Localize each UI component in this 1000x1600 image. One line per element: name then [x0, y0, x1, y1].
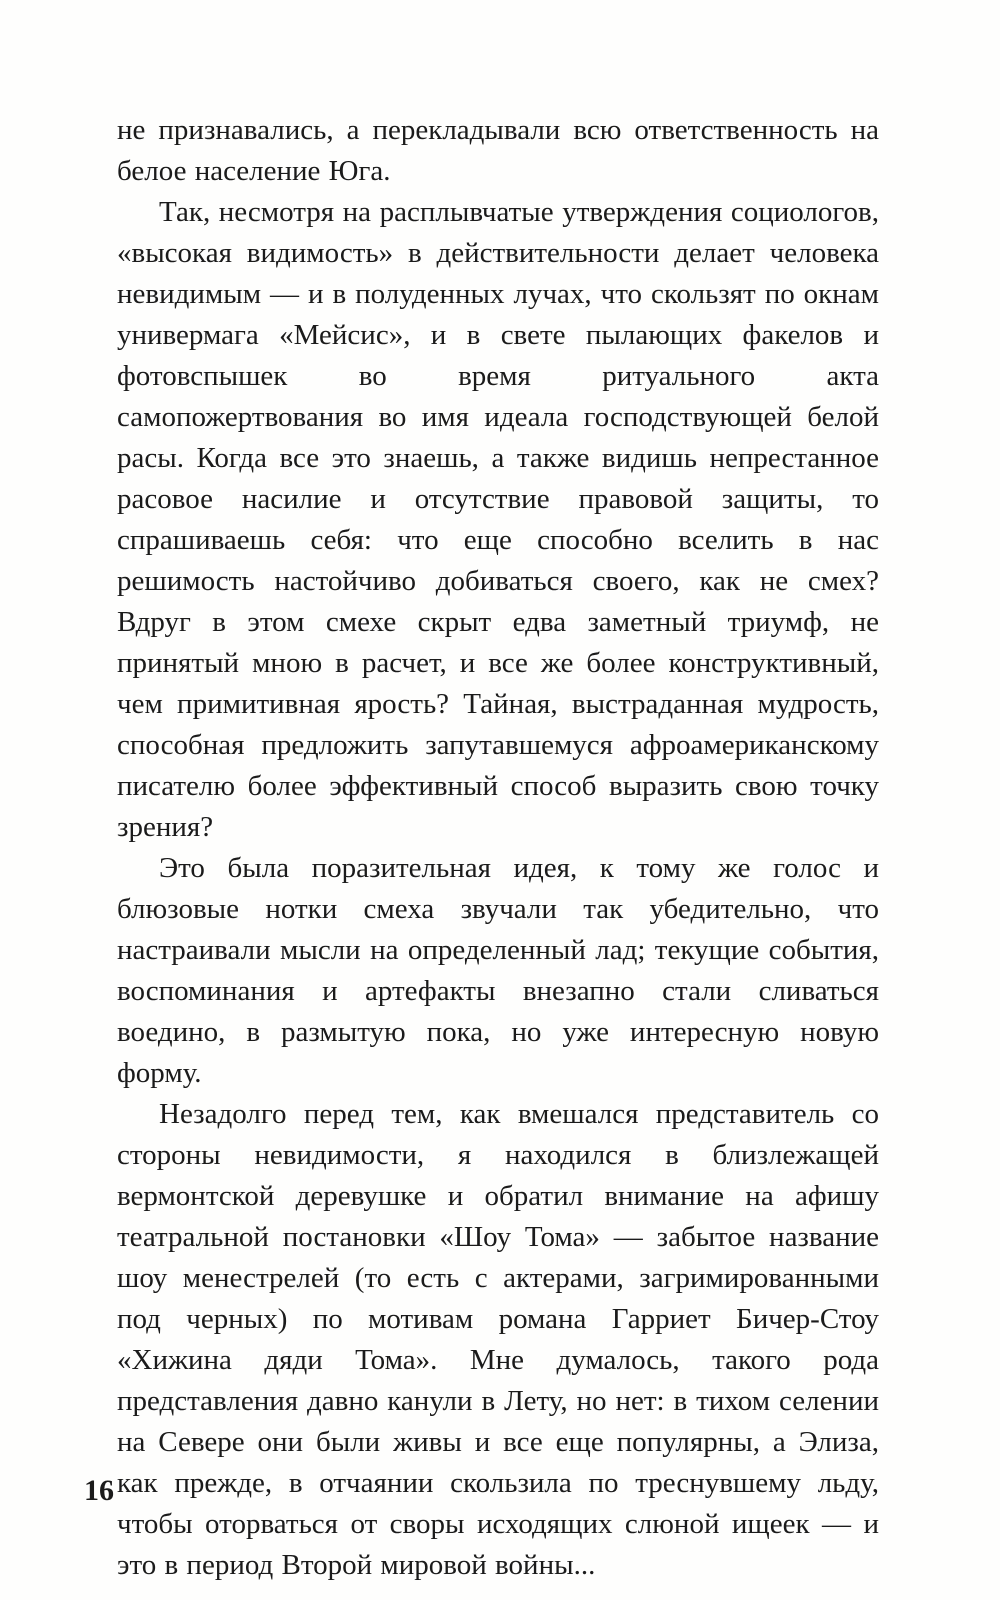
page-number: 16 [84, 1474, 114, 1507]
paragraph: Так, несмотря на расплывчатые утверждения социологов, «высокая видимость» в действительности делает человека невидимым — и в полуденных лучах, что скользят по окнам универмага «Мейсис», и в свете пылающих факелов и фотовспышек во время ритуального акта самопожертвования во имя идеала господствующей белой расы. Когда все это знаешь, а также видишь непрестанное расовое насилие и отсутствие правовой защиты, то спрашиваешь себя: что еще способно вселить в нас решимость настойчиво добиваться своего, как не смех? Вдруг в этом смехе скрыт едва заметный триумф, не принятый мною в расчет, и все же более конструктивный, чем примитивная ярость? Тайная, выстраданная мудрость, способная предложить запутавшемуся афроамериканскому писателю более эффективный способ выразить свою точку зрения? [117, 196, 879, 843]
paragraph: Незадолго перед тем, как вмешался представитель со стороны невидимости, я находился в близлежащей вермонтской деревушке и обратил внимание на афишу театральной постановки «Шоу Тома» — забытое название шоу менестрелей (то есть с актерами, загримированными под черных) по мотивам романа Гарриет Бичер-Стоу «Хижина дяди Тома». Мне думалось, такого рода представления давно канули в Лету, но нет: в тихом селении на Севере они были живы и все еще популярны, а Элиза, как прежде, в отчаянии скользила по треснувшему льду, чтобы оторваться от своры исходящих слюной ищеек — и это в период Второй мировой войны... [117, 1098, 879, 1581]
paragraph: Это была поразительная идея, к тому же голос и блюзовые нотки смеха звучали так убедительно, что настраивали мысли на определенный лад; текущие события, воспоминания и артефакты внезапно стали сливаться воедино, в размытую пока, но уже интересную новую форму. [117, 852, 879, 1089]
paragraph: не признавались, а перекладывали всю ответственность на белое население Юга. [117, 114, 879, 187]
page-text [117, 110, 879, 1586]
